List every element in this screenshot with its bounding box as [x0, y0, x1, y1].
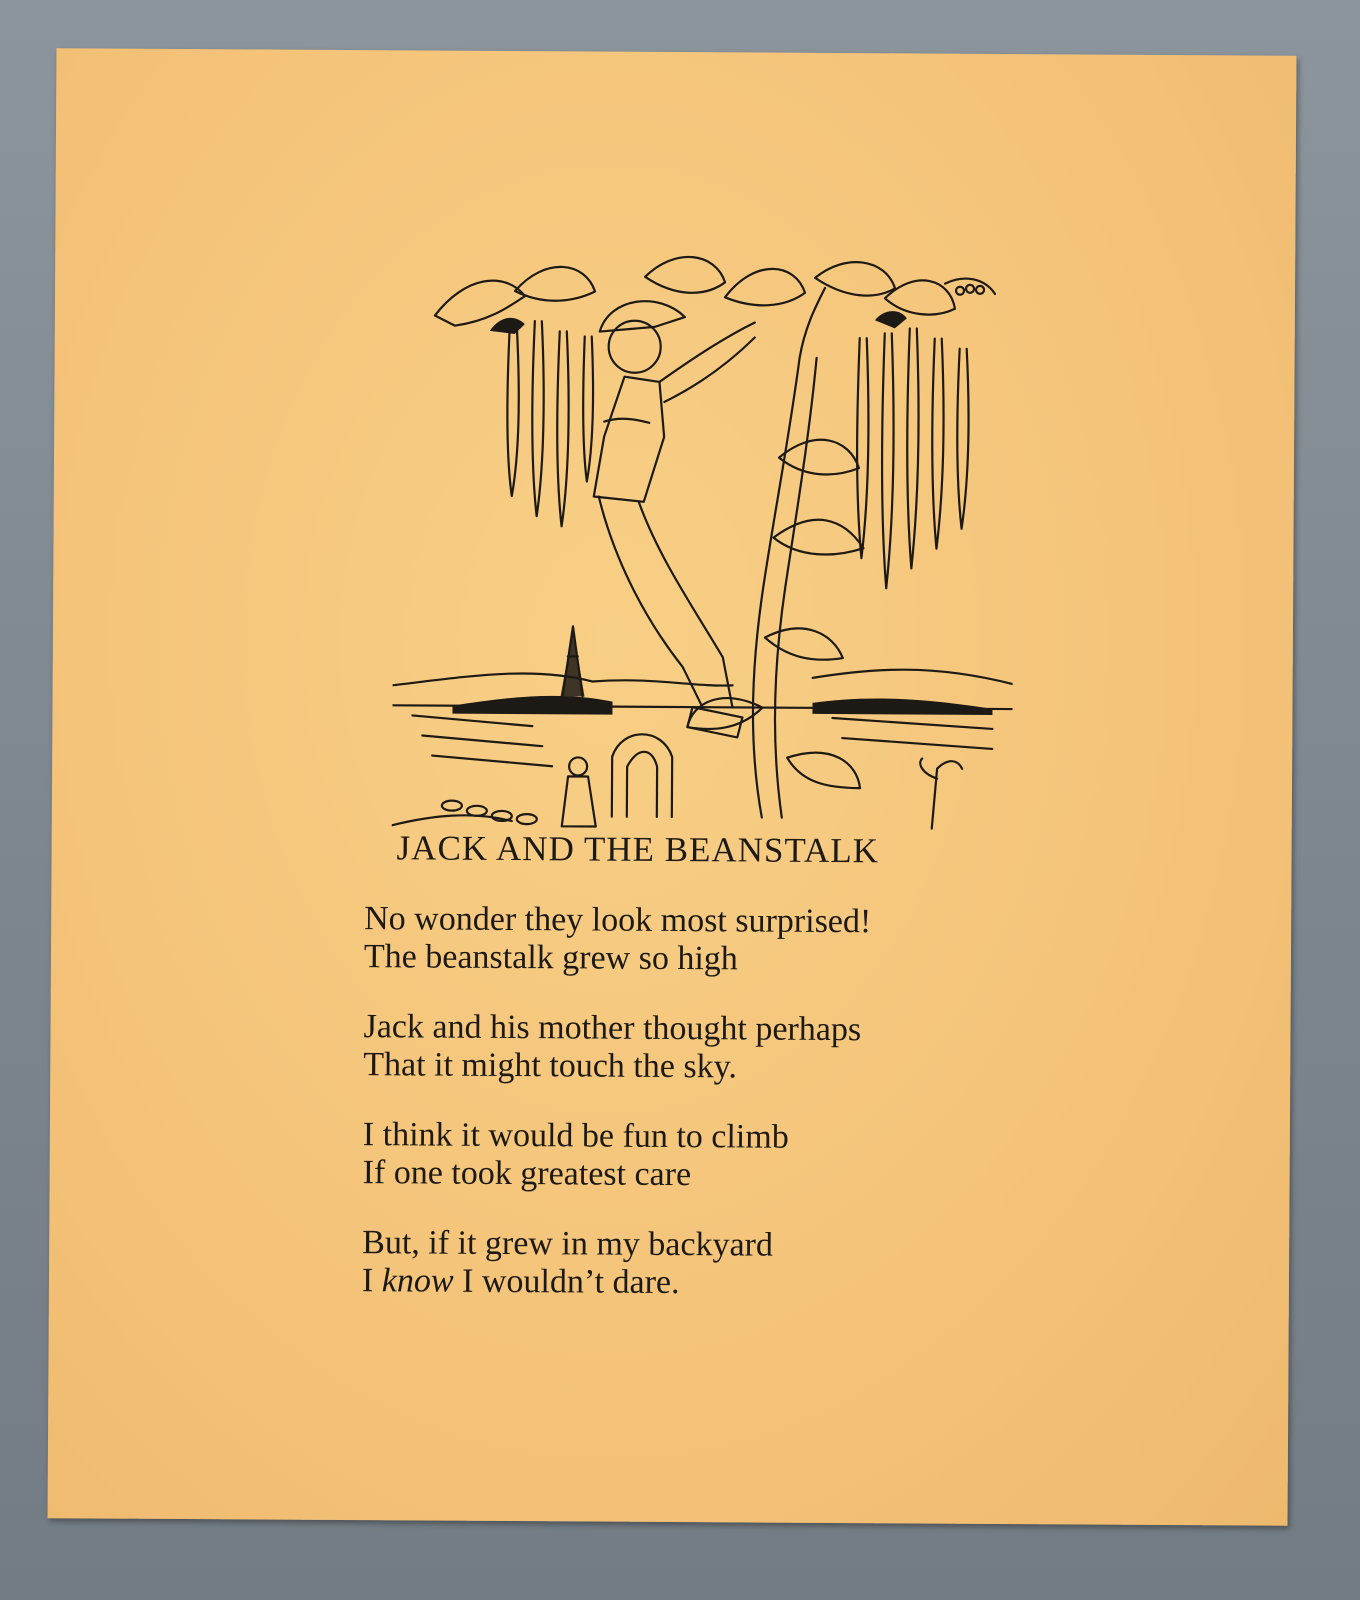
paper-sheet	[48, 48, 1297, 1526]
poem-line: But, if it grew in my backyard	[362, 1224, 774, 1264]
stanza	[363, 1008, 1063, 1088]
poem-last-line	[362, 1262, 1062, 1304]
poem-body	[362, 900, 1065, 1336]
poem-title: JACK AND THE BEANSTALK	[396, 828, 880, 871]
stanza	[364, 900, 1064, 980]
poem-line: The beanstalk grew so high	[363, 938, 738, 978]
poem-line: I think it would be fun to climb	[362, 1116, 789, 1156]
last-line-end: I wouldn’t dare.	[453, 1262, 680, 1302]
poem-line: If one took greatest care	[362, 1154, 692, 1194]
poem-line: That it might touch the sky.	[363, 1046, 738, 1086]
stanza	[363, 1116, 1063, 1196]
stanza	[362, 1224, 1062, 1304]
emphasized-word: know	[381, 1262, 454, 1300]
last-line-start: I	[361, 1262, 382, 1300]
beanstalk-illustration	[392, 235, 1016, 839]
poem-line: No wonder they look most surprised!	[364, 900, 872, 941]
poem-line: Jack and his mother thought perhaps	[363, 1008, 862, 1049]
